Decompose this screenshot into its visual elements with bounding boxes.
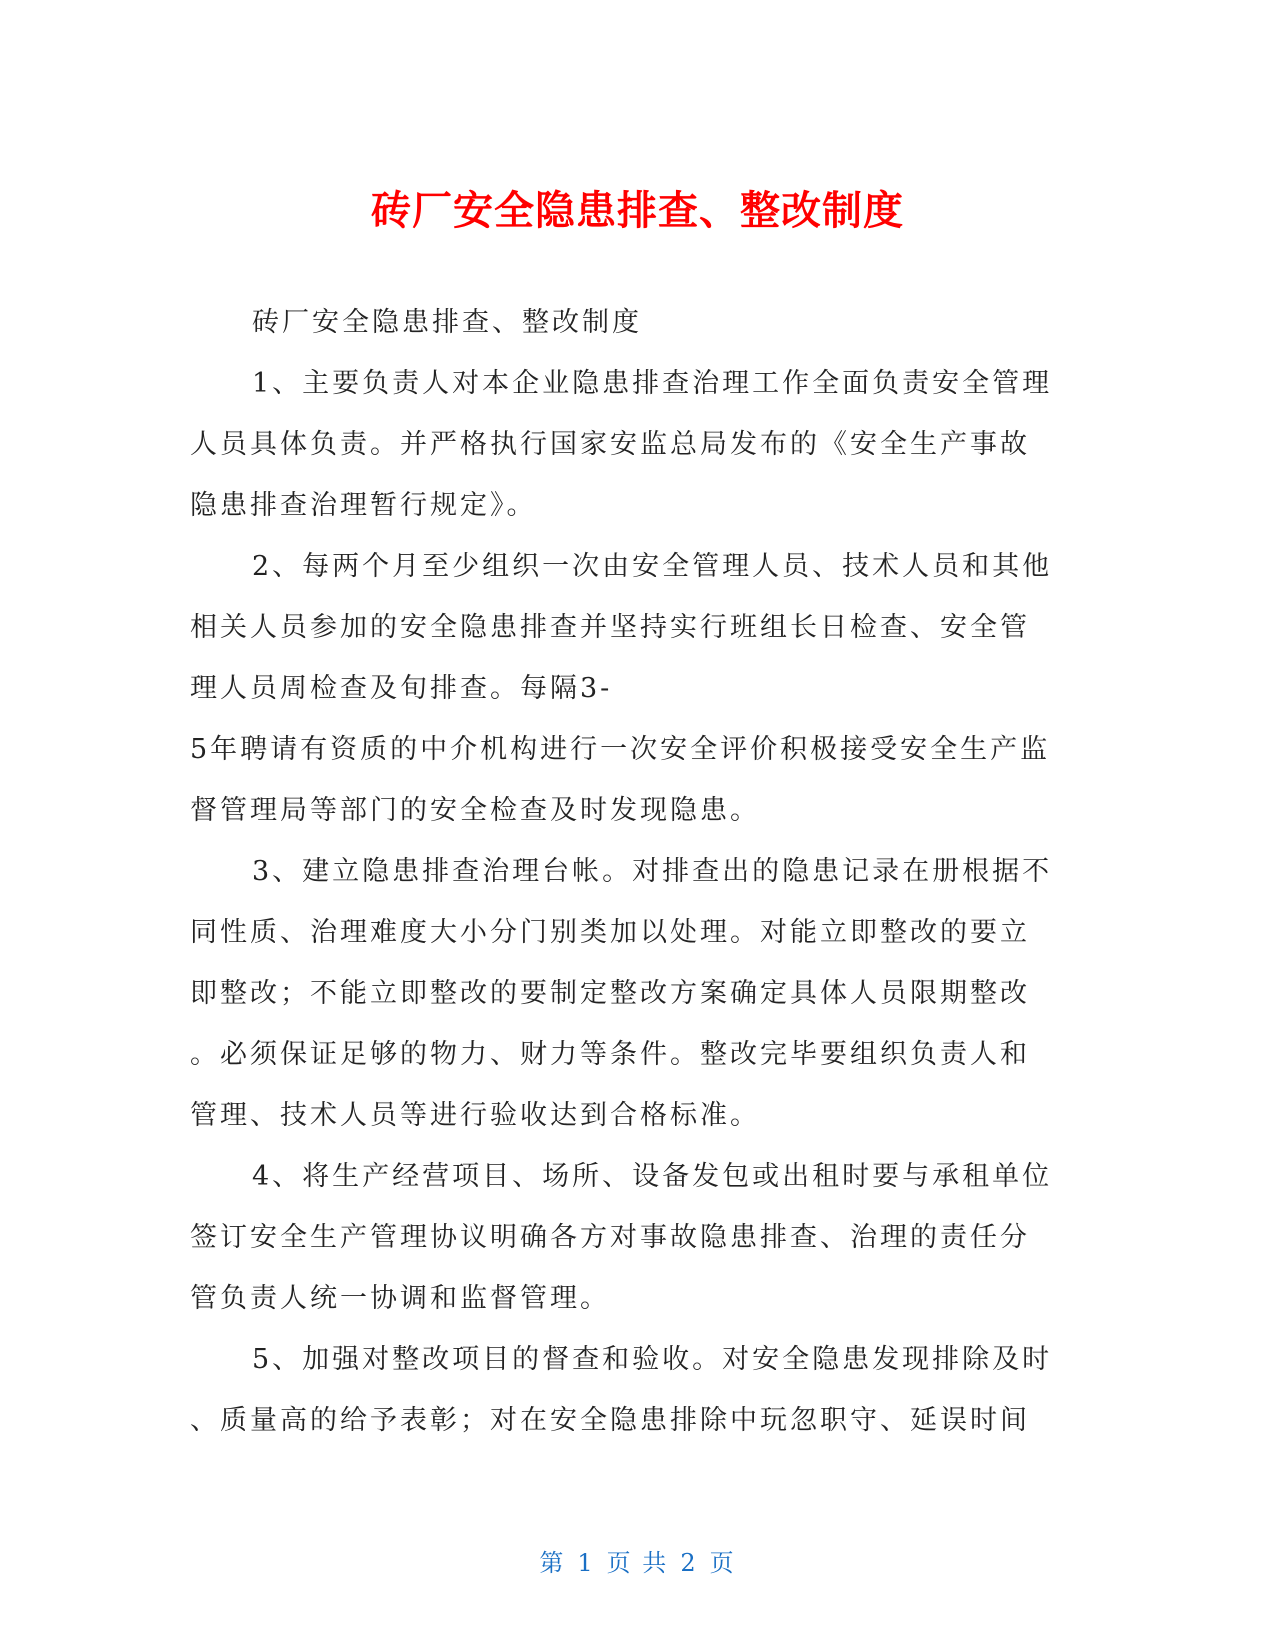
total-pages-number: 2	[680, 1549, 698, 1577]
paragraph-line: 2、每两个月至少组织一次由安全管理人员、技术人员和其他	[252, 551, 1053, 582]
paragraph-line: 5年聘请有资质的中介机构进行一次安全评价积极接受安全生产监	[190, 734, 1051, 765]
paragraph-line: 相关人员参加的安全隐患排查并坚持实行班组长日检查、安全管	[190, 612, 1030, 643]
paragraph-line: 3、建立隐患排查治理台帐。对排查出的隐患记录在册根据不	[252, 856, 1053, 887]
current-page-number: 1	[577, 1549, 595, 1577]
page-label-suffix: 页	[709, 1549, 736, 1577]
paragraph-line: 。必须保证足够的物力、财力等条件。整改完毕要组织负责人和	[190, 1039, 1030, 1070]
paragraph-line: 隐患排查治理暂行规定》。	[190, 490, 537, 521]
paragraph-line: 即整改；不能立即整改的要制定整改方案确定具体人员限期整改	[190, 978, 1030, 1009]
document-body	[190, 292, 1075, 1451]
paragraph-line: 督管理局等部门的安全检查及时发现隐患。	[190, 795, 760, 826]
paragraph-line: 人员具体负责。并严格执行国家安监总局发布的《安全生产事故	[190, 429, 1030, 460]
document-title: 砖厂安全隐患排查、整改制度	[371, 187, 904, 234]
paragraph-line: 管理、技术人员等进行验收达到合格标准。	[190, 1100, 760, 1131]
paragraph-line: 、质量高的给予表彰；对在安全隐患排除中玩忽职守、延误时间	[190, 1405, 1030, 1436]
paragraph-item-4	[190, 1146, 1075, 1329]
paragraph-item-5	[190, 1329, 1075, 1451]
paragraph-item-3	[190, 841, 1075, 1146]
paragraph-line: 理人员周检查及旬排查。每隔3-	[190, 673, 613, 704]
paragraph-line: 砖厂安全隐患排查、整改制度	[252, 307, 642, 338]
paragraph-line: 5、加强对整改项目的督查和验收。对安全隐患发现排除及时	[252, 1344, 1053, 1375]
paragraph-line: 管负责人统一协调和监督管理。	[190, 1283, 610, 1314]
page-label-mid: 页 共	[606, 1549, 669, 1577]
paragraph-item-1	[190, 353, 1075, 536]
page-footer	[0, 1548, 1275, 1578]
paragraph-line: 1、主要负责人对本企业隐患排查治理工作全面负责安全管理	[252, 368, 1053, 399]
paragraph-line: 同性质、治理难度大小分门别类加以处理。对能立即整改的要立	[190, 917, 1030, 948]
paragraph-intro	[190, 292, 1075, 353]
paragraph-item-2	[190, 536, 1075, 841]
paragraph-line: 签订安全生产管理协议明确各方对事故隐患排查、治理的责任分	[190, 1222, 1030, 1253]
paragraph-line: 4、将生产经营项目、场所、设备发包或出租时要与承租单位	[252, 1161, 1053, 1192]
page-label-prefix: 第	[539, 1549, 566, 1577]
